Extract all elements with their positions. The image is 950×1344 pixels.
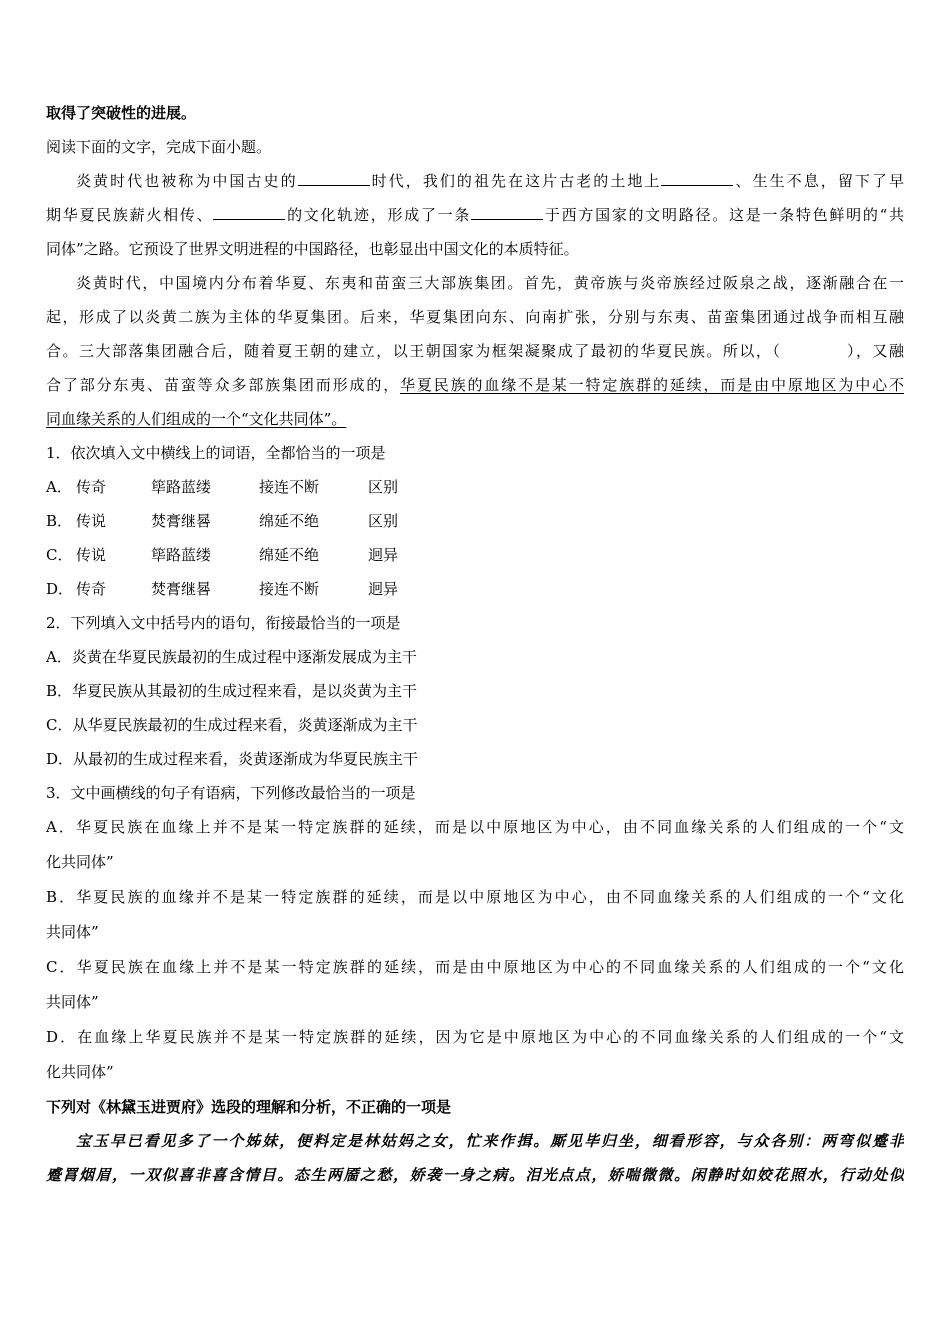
option-letter: A． [46,478,72,496]
text-segment: 时代，我们的祖先在这片古老的土地上 [369,172,662,190]
underlined-sentence: 华夏民族的血缘不是某一特定族群的延续，而是由中原地区为中心不 [400,376,904,394]
passage-p1-line-2 [46,198,904,232]
text-segment: 、生生不息，留下了早 [733,172,904,190]
q3-option-b-line-1: B．华夏民族的血缘并不是某一特定族群的延续，而是以中原地区为中心，由不同血缘关系的人们组成的一个“文化 [46,888,904,906]
option-word: 迥异 [368,580,399,598]
option-word: 传奇 [76,580,107,598]
option-word: 传说 [76,512,107,530]
q2-option-c: C．从华夏民族最初的生成过程来看，炎黄逐渐成为主干 [46,716,418,734]
text-segment: 于西方国家的文明路径。这是一条特色鲜明的“共 [543,206,904,224]
header-line: 取得了突破性的进展。 [46,104,197,122]
fill-blank-2 [661,171,733,186]
q1-option-a [46,470,904,504]
question-2 [46,606,904,776]
fill-blank-3 [213,205,285,220]
question-2-stem: 2．下列填入文中括号内的语句，衔接最恰当的一项是 [46,614,401,632]
option-word: 区别 [368,478,399,496]
passage-p2-line-3 [46,334,904,368]
passage-p2-line-2: 起，形成了以炎黄二族为主体的华夏集团。后来，华夏集团向东、向南扩张，分别与东夷、苗蛮集团通过战争而相互融 [46,308,904,326]
option-word: 焚膏继晷 [151,512,212,530]
option-word: 接连不断 [259,580,320,598]
option-word: 迥异 [368,546,399,564]
q2-option-a: A．炎黄在华夏民族最初的生成过程中逐渐发展成为主干 [46,648,417,666]
q1-option-d [46,572,904,606]
option-letter: B． [46,512,73,530]
text-segment: ），又融 [845,342,904,360]
q2-option-b: B．华夏民族从其最初的生成过程来看，是以炎黄为主干 [46,682,418,700]
fill-blank-1 [298,171,370,186]
q1-option-b [46,504,904,538]
text-segment: 合。三大部落集团融合后，随着夏王朝的建立，以王朝国家为框架凝聚成了最初的华夏民族。所以，（ [46,342,782,360]
question-4 [46,1090,904,1192]
text-segment: 炎黄时代也被称为中国古史的 [76,172,298,190]
q1-option-c [46,538,904,572]
option-word: 接连不断 [259,478,320,496]
fill-blank-4 [471,205,543,220]
q3-option-d-line-1: D．在血缘上华夏民族并不是某一特定族群的延续，因为它是中原地区为中心的不同血缘关系的人们组成的一个“文 [46,1028,904,1046]
passage-p1-line-3: 同体”之路。它预设了世界文明进程的中国路径，也彰显出中国文化的本质特征。 [46,240,579,258]
option-word: 绵延不绝 [259,512,320,530]
passage [46,164,904,436]
q3-option-c-line-2: 共同体” [46,993,99,1011]
q3-option-b-line-2: 共同体” [46,923,99,941]
option-word: 筚路蓝缕 [151,546,212,564]
text-segment: 期华夏民族薪火相传、 [46,206,214,224]
excerpt-line-2: 蹙罥烟眉，一双似喜非喜含情目。态生两靥之愁，娇袭一身之病。泪光点点，娇喘微微。闲静时如姣花照水，行动处似 [46,1166,904,1184]
question-1 [46,436,904,606]
text-segment: 合了部分东夷、苗蛮等众多部族集团而形成的， [46,376,401,394]
option-word: 焚膏继晷 [151,580,212,598]
excerpt-line-1: 宝玉早已看见多了一个姊妹，便料定是林姑妈之女，忙来作揖。厮见毕归坐，细看形容，与众各别：两弯似蹙非 [76,1132,904,1150]
option-word: 绵延不绝 [259,546,320,564]
passage-p2-line-5 [46,402,904,436]
q3-option-a-line-2: 化共同体” [46,853,114,871]
question-1-stem: 1．依次填入文中横线上的词语，全都恰当的一项是 [46,444,386,462]
underlined-sentence-end: 同血缘关系的人们组成的一个“文化共同体”。 [46,410,347,428]
passage-p2-line-4 [46,368,904,402]
q3-option-a-line-1: A．华夏民族在血缘上并不是某一特定族群的延续，而是以中原地区为中心，由不同血缘关系的人们组成的一个“文 [46,818,904,836]
option-word: 传奇 [76,478,107,496]
option-word: 传说 [76,546,107,564]
text-segment: 的文化轨迹，形成了一条 [285,206,472,224]
q2-option-d: D．从最初的生成过程来看，炎黄逐渐成为华夏民族主干 [46,750,419,768]
option-letter: D． [46,580,74,598]
document-page [46,96,904,1192]
q3-option-c-line-1: C．华夏民族在血缘上并不是某一特定族群的延续，而是由中原地区为中心的不同血缘关系的人们组成的一个“文化 [46,958,904,976]
question-3-stem: 3．文中画横线的句子有语病，下列修改最恰当的一项是 [46,784,416,802]
option-letter: C． [46,546,73,564]
reading-instruction: 阅读下面的文字，完成下面小题。 [46,138,272,156]
question-3 [46,776,904,1090]
passage-p2-line-1: 炎黄时代，中国境内分布着华夏、东夷和苗蛮三大部族集团。首先，黄帝族与炎帝族经过阪泉之战，逐渐融合在一 [76,274,904,292]
option-word: 区别 [368,512,399,530]
option-word: 筚路蓝缕 [151,478,212,496]
passage-p1-line-1 [46,164,904,198]
question-4-stem: 下列对《林黛玉进贾府》选段的理解和分析，不正确的一项是 [46,1098,452,1116]
q3-option-d-line-2: 化共同体” [46,1063,114,1081]
